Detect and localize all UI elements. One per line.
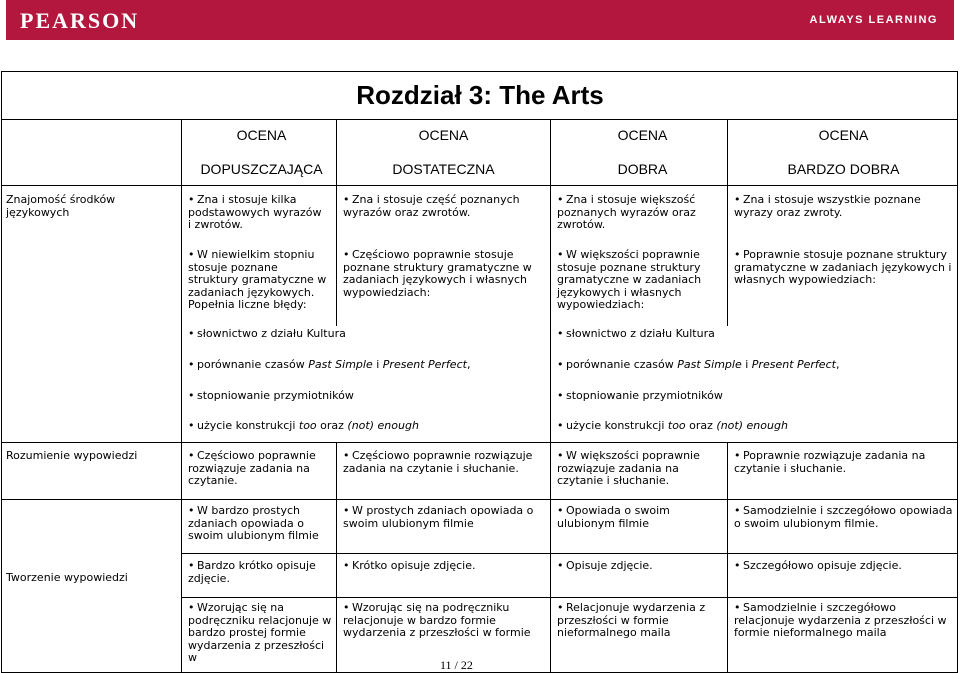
knowledge-dobra-grammar: • W większości poprawnie stosuje poznane struktury gramatyczne w zadaniach językowych i własnych wypowiedziach: [557,249,722,312]
grammar-item-too-enough-right: • użycie konstrukcji too oraz (not) enough [557,420,952,433]
pearson-logo: PEARSON [20,8,140,33]
header-dobra-top: OCENA [617,127,668,143]
knowledge-dopuszczajaca-vocab: • Zna i stosuje kilka podstawowych wyrazów i zwrotów. [188,194,328,232]
grid-line [727,442,728,673]
knowledge-dostateczna-grammar: • Częściowo poprawnie stosuje poznane struktury gramatyczne w zadaniach językowych i własnych wypowiedziach: [343,249,543,299]
grammar-item-too-enough-left: • użycie konstrukcji too oraz (not) enough [188,420,543,433]
header-dostateczna-top: OCENA [418,127,469,143]
header-dostateczna: DOSTATECZNA [392,161,495,177]
page-number: 11 / 22 [440,658,473,672]
grammar-item-adjectives-right: • stopniowanie przymiotników [557,390,952,403]
knowledge-dobra-vocab: • Zna i stosuje większość poznanych wyrazów oraz zwrotów. [557,194,722,232]
grid-line [1,185,958,186]
page-title: Rozdział 3: The Arts [356,80,604,110]
header-dobra: DOBRA [617,161,668,177]
tagline: ALWAYS LEARNING [809,14,938,26]
grammar-item-adjectives-left: • stopniowanie przymiotników [188,390,543,403]
production-film-bardzo-dobra: • Samodzielnie i szczegółowo opowiada o swoim ulubionym filmie. [734,505,956,530]
knowledge-dostateczna-vocab: • Zna i stosuje część poznanych wyrazów oraz zwrotów. [343,194,543,219]
grid-line [1,499,958,500]
knowledge-bardzo-dobra-vocab: • Zna i stosuje wszystkie poznane wyrazy oraz zwroty. [734,194,952,219]
comprehension-bardzo-dobra: • Poprawnie rozwiązuje zadania na czytanie i słuchanie. [734,450,952,475]
grammar-item-tenses-left: • porównanie czasów Past Simple i Present Perfect, [188,359,543,372]
knowledge-bardzo-dobra-grammar: • Poprawnie stosuje poznane struktury gramatyczne w zadaniach językowych i własnych wypowiedziach: [734,249,952,287]
header-bardzo-dobra: BARDZO DOBRA [787,161,900,177]
production-film-dostateczna: • W prostych zdaniach opowiada o swoim ulubionym filmie [343,505,543,530]
grid-line [336,442,337,673]
comprehension-dostateczna: • Częściowo poprawnie rozwiązuje zadania na czytanie i słuchanie. [343,450,543,475]
production-past-dobra: • Relacjonuje wydarzenia z przeszłości w formie nieformalnego maila [557,602,722,640]
production-past-dopuszczajaca: • Wzorując się na podręczniku relacjonuje w bardzo prostej formie wydarzenia z przeszłości w [188,602,333,665]
grammar-item-tenses-right: • porównanie czasów Past Simple i Present Perfect, [557,359,952,372]
knowledge-dopuszczajaca-grammar: • W niewielkim stopniu stosuje poznane struktury gramatyczne w zadaniach językowych. Popełnia liczne błędy: [188,249,331,312]
row-label-comprehension: Rozumienie wypowiedzi [6,449,138,462]
grammar-item-vocab-right: • słownictwo z działu Kultura [557,328,952,341]
pearson-banner [6,0,954,40]
production-film-dobra: • Opowiada o swoim ulubionym filmie [557,505,727,530]
grid-line [336,119,337,326]
grid-line [1,442,958,443]
grid-line [181,597,958,598]
comprehension-dopuszczajaca: • Częściowo poprawnie rozwiązuje zadania na czytanie. [188,450,331,488]
grid-line [181,119,182,673]
production-photo-dobra: • Opisuje zdjęcie. [557,560,722,573]
production-photo-dopuszczajaca: • Bardzo krótko opisuje zdjęcie. [188,560,331,585]
comprehension-dobra: • W większości poprawnie rozwiązuje zadania na czytanie i słuchanie. [557,450,722,488]
row-label-knowledge: Znajomość środków językowych [6,193,116,219]
grammar-item-vocab-left: • słownictwo z działu Kultura [188,328,543,341]
header-dopuszczajaca: DOPUSZCZAJĄCA [200,161,323,177]
grid-line [550,119,551,673]
production-past-bardzo-dobra: • Samodzielnie i szczegółowo relacjonuje wydarzenia z przeszłości w formie nieformalnego maila [734,602,956,640]
header-bardzo-dobra-top: OCENA [818,127,869,143]
grid-line [181,553,958,554]
production-photo-bardzo-dobra: • Szczegółowo opisuje zdjęcie. [734,560,952,573]
grid-line [1,119,958,120]
row-label-production: Tworzenie wypowiedzi [6,571,128,584]
production-past-dostateczna: • Wzorując się na podręczniku relacjonuje w bardzo formie wydarzenia z przeszłości w formie [343,602,543,640]
grid-line [727,119,728,326]
header-dopuszczajaca-top: OCENA [236,127,287,143]
production-film-dopuszczajaca: • W bardzo prostych zdaniach opowiada o swoim ulubionym filmie [188,505,331,543]
production-photo-dostateczna: • Krótko opisuje zdjęcie. [343,560,543,573]
